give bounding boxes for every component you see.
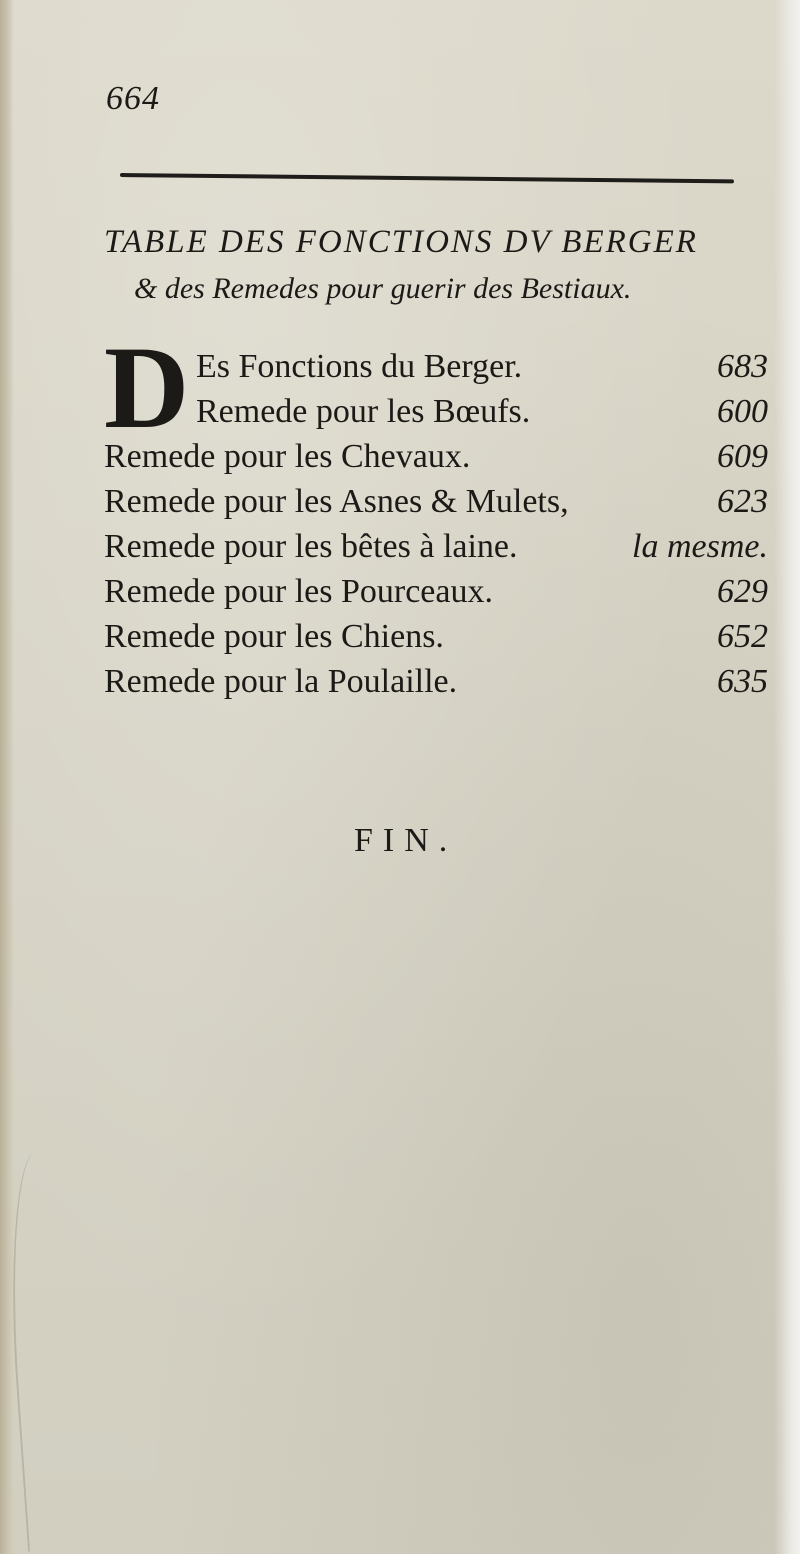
entry-label: Es Fonctions du Berger. [196, 348, 523, 385]
page-binding-edge [0, 0, 14, 1554]
entry-label: Remede pour les Pourceaux. [104, 573, 493, 610]
entry-page-ref: 635 [717, 663, 768, 700]
entry-page-ref: 629 [717, 573, 768, 610]
table-entry [104, 614, 768, 659]
entry-page-ref: 600 [717, 393, 768, 430]
entry-label: Remede pour les Chiens. [104, 618, 444, 655]
entry-label: Remede pour les Asnes & Mulets, [104, 483, 569, 520]
entry-page-ref: 683 [717, 348, 768, 385]
table-entry [104, 434, 768, 479]
table-entry [104, 479, 768, 524]
table-entries [104, 344, 768, 704]
table-subtitle: & des Remedes pour guerir des Bestiaux. [134, 272, 632, 305]
table-entry [104, 389, 768, 434]
table-entry [104, 344, 768, 389]
table-title: TABLE DES FONCTIONS DV BERGER [104, 224, 698, 260]
entry-label: Remede pour la Poulaille. [104, 663, 458, 700]
page-right-margin [774, 0, 800, 1554]
page-number: 664 [106, 80, 160, 117]
entry-page-ref: 652 [717, 618, 768, 655]
entry-label: Remede pour les Bœufs. [196, 393, 531, 430]
table-entry [104, 524, 768, 569]
table-entry [104, 569, 768, 614]
entry-page-ref: 609 [717, 438, 768, 475]
header-rule [120, 173, 734, 183]
entry-page-ref: la mesme. [632, 528, 768, 565]
table-entry [104, 659, 768, 704]
entry-page-ref: 623 [717, 483, 768, 520]
entry-label: Remede pour les Chevaux. [104, 438, 471, 475]
drop-cap: D [104, 322, 190, 453]
end-mark: FIN. [354, 822, 458, 859]
entry-label: Remede pour les bêtes à laine. [104, 528, 518, 565]
